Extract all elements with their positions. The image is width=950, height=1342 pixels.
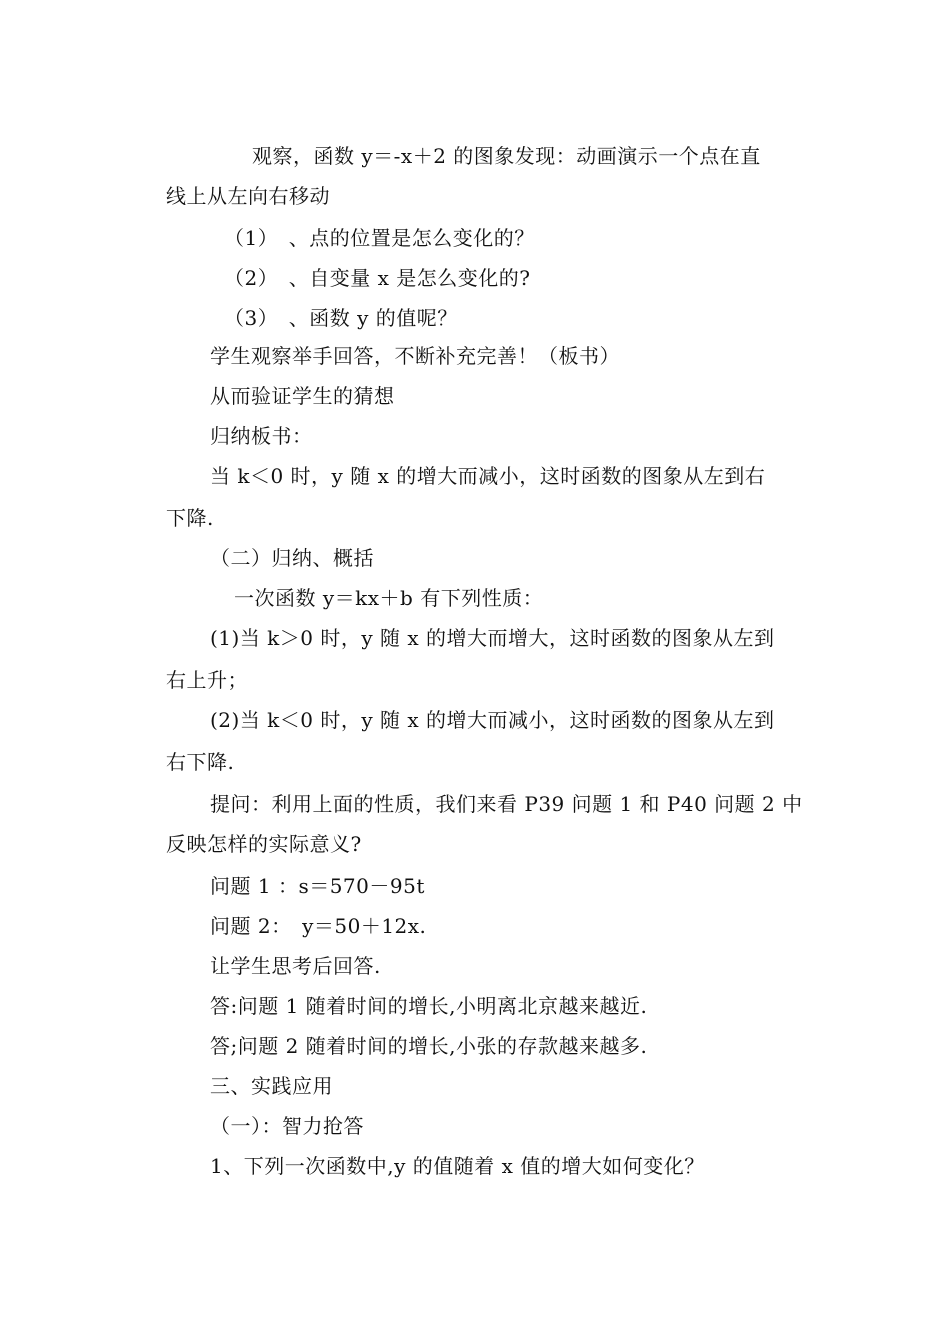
- text-line: （1） 、点的位置是怎么变化的？: [224, 226, 535, 250]
- text-line: 提问：利用上面的性质，我们来看 P39 问题 1 和 P40 问题 2 中: [210, 792, 803, 816]
- text-line: 右上升；: [166, 668, 248, 692]
- section-heading: 三、实践应用: [210, 1074, 333, 1098]
- section-heading: （一）：智力抢答: [210, 1114, 364, 1138]
- text-line: 观察，函数 y＝-x＋2 的图象发现：动画演示一个点在直: [252, 144, 761, 168]
- section-heading: （二）归纳、概括: [210, 546, 374, 570]
- text-line: (2)当 k＜0 时，y 随 x 的增大而减小，这时函数的图象从左到: [210, 708, 775, 732]
- text-line: 右下降.: [166, 750, 235, 774]
- text-line: 问题 1 ：s＝570－95t: [210, 874, 425, 898]
- text-line: 学生观察举手回答，不断补充完善！（板书）: [210, 344, 620, 368]
- text-line: （2） 、自变量 x 是怎么变化的?: [224, 266, 531, 290]
- text-line: 从而验证学生的猜想: [210, 384, 395, 408]
- text-line: 归纳板书：: [210, 424, 313, 448]
- text-line: (1)当 k＞0 时，y 随 x 的增大而增大，这时函数的图象从左到: [210, 626, 775, 650]
- text-line: 线上从左向右移动: [166, 184, 330, 208]
- text-line: 问题 2： y＝50＋12x.: [210, 914, 427, 938]
- text-line: 1、下列一次函数中,y 的值随着 x 值的增大如何变化？: [210, 1154, 705, 1178]
- text-line: 一次函数 y＝kx＋b 有下列性质：: [234, 586, 544, 610]
- text-line: 下降.: [166, 506, 214, 530]
- text-line: 让学生思考后回答.: [210, 954, 381, 978]
- text-line: 答;问题 2 随着时间的增长,小张的存款越来越多.: [210, 1034, 648, 1058]
- text-line: （3） 、函数 y 的值呢？: [224, 306, 458, 330]
- text-line: 当 k＜0 时，y 随 x 的增大而减小，这时函数的图象从左到右: [210, 464, 766, 488]
- text-line: 答:问题 1 随着时间的增长,小明离北京越来越近.: [210, 994, 648, 1018]
- text-line: 反映怎样的实际意义?: [166, 832, 362, 856]
